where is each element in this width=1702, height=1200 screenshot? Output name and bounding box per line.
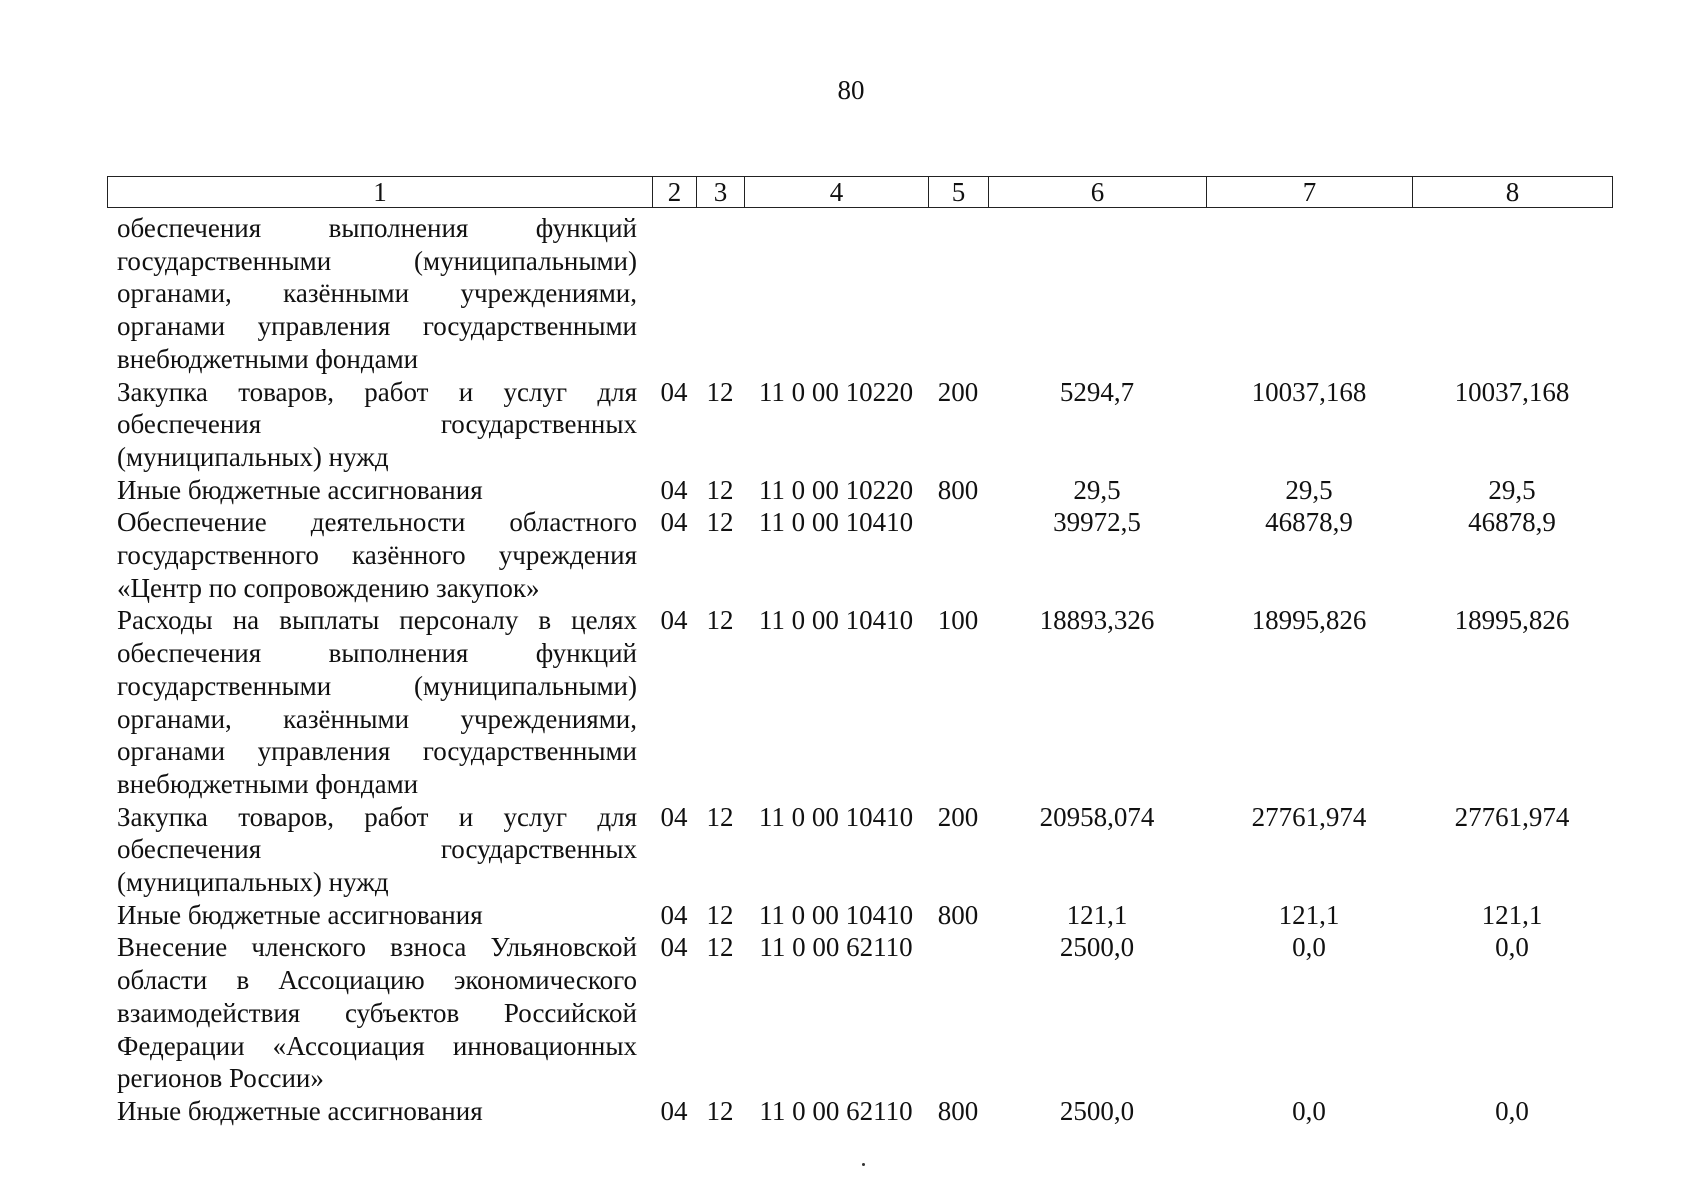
budget-table-body [0,212,1702,1128]
expense-name: Обеспечение деятельности областного государственного казённого учреждения «Центр по сопровождению закупок» [117,507,637,603]
table-row [0,604,1702,800]
table-row [0,376,1702,474]
amount-col-7: 27761,974 [1251,801,1367,832]
header-col-5: 5 [929,177,989,208]
section-code: 04 [660,899,688,930]
subsection-code: 12 [706,1095,734,1126]
subsection-code: 12 [706,507,734,538]
target-item-code: 11 0 00 62110 [759,1095,913,1126]
table-row [0,474,1702,507]
amount-col-8: 18995,826 [1454,605,1570,636]
amount-col-7: 121,1 [1278,899,1340,930]
header-col-4: 4 [745,177,929,208]
table-row [0,899,1702,932]
amount-col-7: 0,0 [1292,1095,1326,1126]
target-item-code: 11 0 00 62110 [759,932,913,963]
amount-col-7: 10037,168 [1251,376,1367,407]
amount-col-6: 29,5 [1073,474,1121,505]
section-code: 04 [660,507,688,538]
table-row [0,506,1702,604]
amount-col-8: 27761,974 [1454,801,1570,832]
subsection-code: 12 [706,605,734,636]
section-code: 04 [660,1095,688,1126]
subsection-code: 12 [706,899,734,930]
amount-col-6: 39972,5 [1053,507,1141,538]
amount-col-6: 18893,326 [1039,605,1155,636]
amount-col-7: 29,5 [1285,474,1333,505]
section-code: 04 [660,801,688,832]
header-col-8: 8 [1413,177,1613,208]
amount-col-8: 0,0 [1495,932,1529,963]
header-col-2: 2 [653,177,697,208]
table-row [0,1095,1702,1128]
expense-name: Расходы на выплаты персоналу в целях обеспечения выполнения функций государственными (муниципальными) органами, казёнными учреждениями, органами управления государственными внебюджетными фондами [117,605,637,799]
section-code: 04 [660,932,688,963]
amount-col-6: 5294,7 [1059,376,1135,407]
table-row [0,931,1702,1095]
amount-col-7: 0,0 [1292,932,1326,963]
expense-name: Закупка товаров, работ и услуг для обеспечения государственных (муниципальных) нужд [117,801,637,898]
expense-name: Иные бюджетные ассигнования [117,899,483,930]
amount-col-6: 121,1 [1066,899,1128,930]
section-code: 04 [660,605,688,636]
amount-col-8: 46878,9 [1468,507,1556,538]
header-col-6: 6 [989,177,1207,208]
target-item-code: 11 0 00 10410 [758,899,914,930]
target-item-code: 11 0 00 10220 [758,376,914,407]
expense-kind-code: 800 [937,899,979,930]
section-code: 04 [660,376,688,407]
column-number-header [107,176,1613,208]
amount-col-8: 29,5 [1488,474,1536,505]
table-row [0,801,1702,899]
target-item-code: 11 0 00 10410 [758,507,914,538]
amount-col-8: 121,1 [1481,899,1543,930]
subsection-code: 12 [706,801,734,832]
amount-col-7: 46878,9 [1265,507,1353,538]
table-row [0,212,1702,376]
section-code: 04 [660,474,688,505]
header-col-1: 1 [108,177,653,208]
expense-kind-code: 200 [937,376,979,407]
header-col-3: 3 [697,177,745,208]
expense-name: обеспечения выполнения функций государственными (муниципальными) органами, казёнными учреждениями, органами управления государственными внебюджетными фондами [117,213,637,374]
target-item-code: 11 0 00 10410 [758,605,914,636]
subsection-code: 12 [706,474,734,505]
expense-name: Внесение членского взноса Ульяновской области в Ассоциацию экономического взаимодействия субъектов Российской Федерации «Ассоциация инновационных регионов России» [117,932,637,1094]
target-item-code: 11 0 00 10220 [758,474,914,505]
target-item-code: 11 0 00 10410 [758,801,914,832]
amount-col-8: 0,0 [1495,1095,1529,1126]
expense-name: Иные бюджетные ассигнования [117,474,483,505]
subsection-code: 12 [706,932,734,963]
expense-name: Закупка товаров, работ и услуг для обеспечения государственных (муниципальных) нужд [117,376,637,472]
amount-col-7: 18995,826 [1251,605,1367,636]
header-col-7: 7 [1207,177,1413,208]
expense-kind-code: 800 [937,1095,979,1126]
page-number: 80 [837,75,865,105]
expense-kind-code: 100 [937,605,979,636]
subsection-code: 12 [706,376,734,407]
amount-col-8: 10037,168 [1454,376,1570,407]
amount-col-6: 2500,0 [1059,1095,1135,1126]
expense-kind-code: 200 [937,801,979,832]
expense-name: Иные бюджетные ассигнования [117,1095,483,1126]
amount-col-6: 20958,074 [1039,801,1155,832]
stray-dot-mark [862,1163,865,1166]
expense-kind-code: 800 [937,474,979,505]
amount-col-6: 2500,0 [1059,932,1135,963]
